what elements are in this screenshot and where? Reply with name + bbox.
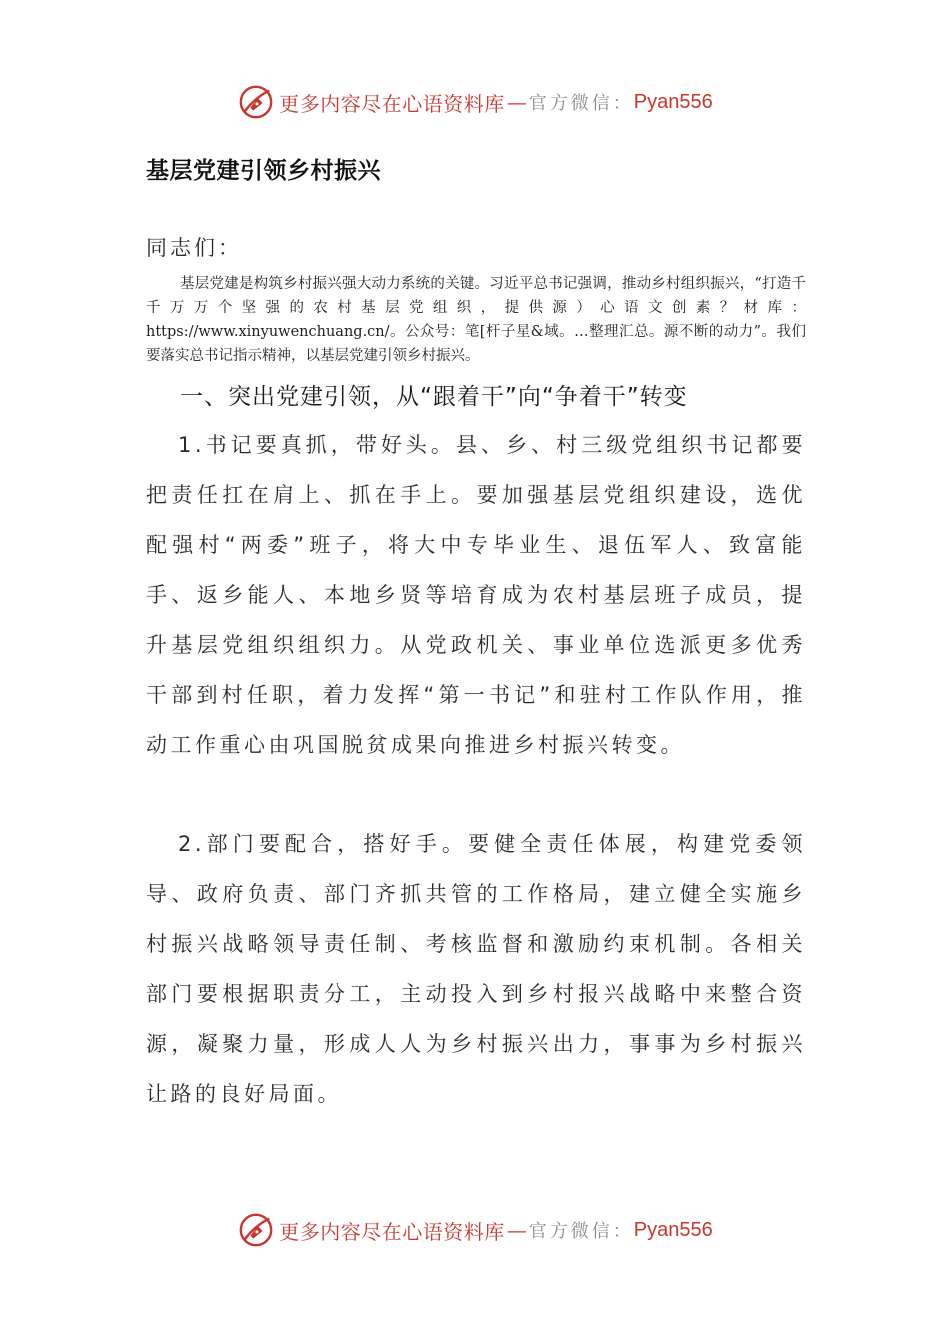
banner-text: 更多内容尽在心语资料库 [279,1219,505,1244]
banner-official-label: 官方微信： [528,93,634,114]
footer-banner [0,1208,950,1252]
greeting: 同志们： [146,236,242,260]
pen-nib-logo-icon [237,1211,275,1249]
banner-official-label: 官方微信： [528,1221,634,1242]
banner-text: 更多内容尽在心语资料库 [279,91,505,116]
header-banner [0,80,950,124]
body-paragraph-2: 2.部门要配合，搭好手。要健全责任体展，构建党委领导、政府负责、部门齐抓共管的工作格局，建立健全实施乡村振兴战略领导责任制、考核监督和激励约束机制。各相关部门要根据职责分工，主动投入到乡村报兴战略中来整合资源，凝聚力量，形成人人为乡村振兴出力，事事为乡村振兴让路的良好局面。 [146,832,806,1106]
banner-wechat-id: Pyan556 [633,1218,713,1241]
banner-separator: — [506,90,527,114]
document-title: 基层党建引领乡村振兴 [146,158,381,184]
pen-nib-logo-icon [237,83,275,121]
banner-separator: — [506,1218,527,1242]
section-heading-1: 一、突出党建引领，从“跟着干”向“争着干”转变 [180,384,688,410]
banner-wechat-id: Pyan556 [633,90,713,113]
body-paragraph-1: 1.书记要真抓，带好头。县、乡、村三级党组织书记都要把责任扛在肩上、抓在手上。要加强基层党组织建设，选优配强村“两委”班子，将大中专毕业生、退伍军人、致富能手、返乡能人、本地乡贤等培育成为农村基层班子成员，提升基层党组织组织力。从党政机关、事业单位选派更多优秀干部到村任职，着力发挥“第一书记”和驻村工作队作用，推动工作重心由巩国脱贫成果向推进乡村振兴转变。 [146,433,806,757]
intro-paragraph: 基层党建是构筑乡村振兴强大动力系统的关键。习近平总书记强调，推动乡村组织振兴，“打造千千万万个坚强的农村基层党组织，提供源）心语文创素？材库：https://www.xinyuwenchuang.cn/。公众号：笔[杆子星&域。…整理汇总。源不断的动力”。我们要落实总书记指示精神，以基层党建引领乡村振兴。 [146,276,806,364]
